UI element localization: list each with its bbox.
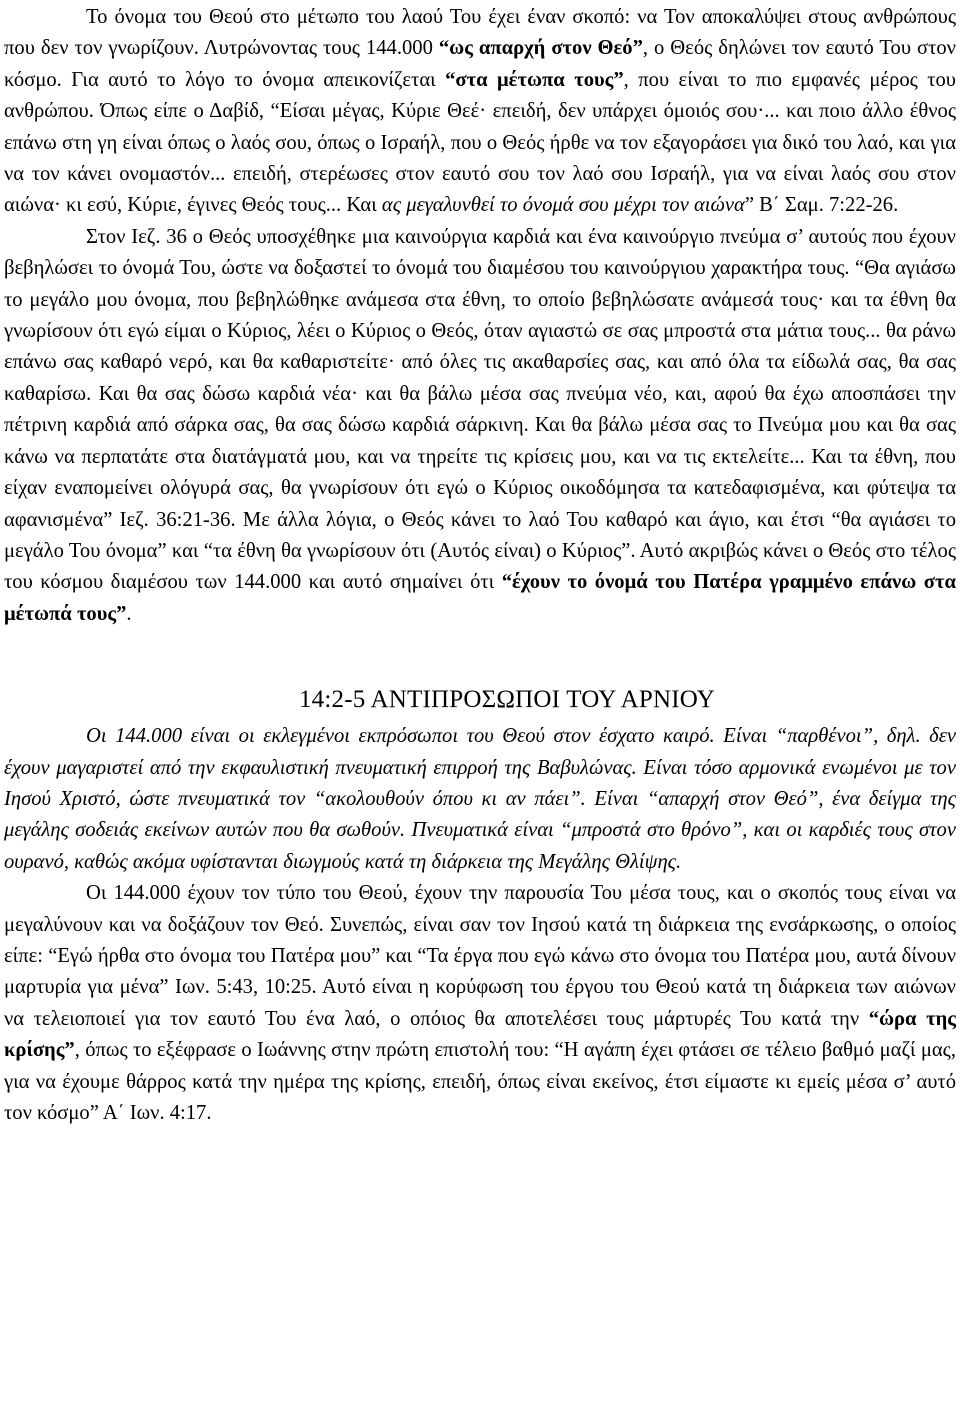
- text-run: , που είναι το πιο εμφανές μέρος του ανθρώπου. Όπως είπε ο Δαβίδ, “Είσαι μέγας, Κύριε Θεέ· επειδή, δεν υπάρχει όμοιός σου·... και ποιο άλλο έθνος επάνω στη γη είναι όπως ο λαός σου, όπως ο Ισραήλ, που ο Θεός ήρθε να τον εξαγοράσει για δικό του λαό, και για να τον κάνει ονομαστόν... επειδή, στερέωσες στον εαυτό σου τον λαό σου Ισραήλ, για να είναι λαός σου στον αιώνα· κι εσύ, Κύριε, έγινες Θεός τους... Και: [4, 68, 956, 217]
- bold-quote: “έχουν το όνομά του Πατέρα γραμμένο επάνω στα μέτωπά τους”: [4, 571, 956, 625]
- text-run: ” Β΄ Σαμ. 7:22-26.: [744, 194, 899, 217]
- italic-quote: ας μεγαλυνθεί το όνομά σου μέχρι τον αιώνα: [381, 194, 745, 217]
- paragraph-name-on-forehead: [4, 2, 956, 222]
- text-run: Στον Ιεζ. 36 ο Θεός υποσχέθηκε μια καινούργια καρδιά και ένα καινούργιο πνεύμα σ’ αυτούς που έχουν βεβηλώσει το όνομά Του, ώστε να δοξαστεί το όνομά του διαμέσου του καινούργιου χαρακτήρα τους. “Θα αγιάσω το μεγάλο μου όνομα, που βεβηλώθηκε ανάμεσα στα έθνη, το οποίο βεβηλώσατε ανάμεσά τους· και τα έθνη θα γνωρίσουν ότι εγώ είμαι ο Κύριος, λέει ο Κύριος ο Θεός, όταν αγιαστώ σε σας μπροστά στα μάτια τους... θα ράνω επάνω σας καθαρό νερό, και θα καθαριστείτε· από όλες τις ακαθαρσίες σας, και από όλα τα είδωλά σας, θα σας καθαρίσω. Και θα σας δώσω καρδιά νέα· και θα βάλω μέσα σας πνεύμα νέο, και, αφού θα έχω αποσπάσει την πέτρινη καρδιά από σάρκα σας, θα σας δώσω καρδιά σάρκινη. Και θα βάλω μέσα σας το Πνεύμα μου και θα σας κάνω να περπατάτε στα διατάγματά μου, και να τηρείτε τις κρίσεις μου, και να τις εκτελείτε... Και τα έθνη, που είχαν εναπομείνει ολόγυρά σας, θα γνωρίσουν ότι εγώ ο Κύριος οικοδόμησα τα κατεδαφισμένα, και φύτεψα τα αφανισμένα” Ιεζ. 36:21-36. Με άλλα λόγια, ο Θεός κάνει το λαό Του καθαρό και άγιο, και έτσι “θα αγιάσει το μεγάλο Του όνομα” και “τα έθνη θα γνωρίσουν ότι (Αυτός είναι) ο Κύριος”. Αυτό ακριβώς κάνει ο Θεός στο τέλος του κόσμου διαμέσου των 144.000 και αυτό σημαίνει ότι: [4, 225, 956, 594]
- bold-quote: “ώρα της κρίσης”: [4, 1007, 956, 1062]
- section-heading: 14:2-5 ΑΝΤΙΠΡΟΣΩΠΟΙ ΤΟΥ ΑΡΝΙΟΥ: [298, 686, 716, 714]
- text-run: , όπως το εξέφρασε ο Ιωάννης στην πρώτη επιστολή του: “Η αγάπη έχει φτάσει σε τέλειο βαθμό μαζί μας, για να έχουμε θάρρος κατά την ημέρα της κρίσης, επειδή, όπως είναι εκείνος, έτσι είμαστε κι εμείς μέσα σ’ αυτό τον κόσμο” Α΄ Ιων. 4:17.: [4, 1039, 956, 1124]
- bold-quote: “ως απαρχή στον Θεό”: [438, 37, 643, 60]
- text-run: Οι 144.000 έχουν τον τύπο του Θεού, έχουν την παρουσία Του μέσα τους, και ο σκοπός τους είναι να μεγαλύνουν και να δοξάζουν τον Θεό. Συνεπώς, είναι σαν τον Ιησού κατά τη διάρκεια της ενσάρκωσης, ο οποίος είπε: “Εγώ ήρθα στο όνομα του Πατέρα μου” και “Τα έργα που εγώ κάνω στο όνομα του Πατέρα μου, αυτά δίνουν μαρτυρία για μένα” Ιων. 5:43, 10:25. Αυτό είναι η κορύφωση του έργου του Θεού κατά τη διάρκεια των αιώνων να τελειοποιεί για τον εαυτό Του ένα λαό, ο οπόιος θα αποτελέσει τους μάρτυρές Του κατά την: [4, 882, 956, 1030]
- bold-quote: “στα μέτωπα τους”: [445, 68, 624, 91]
- text-run: Το όνομα του Θεού στο μέτωπο του λαού Του έχει έναν σκοπό: να Τον αποκαλύψει στους ανθρώπους που δεν τον γνωρίζουν. Λυτρώνοντας τους 144.000: [4, 6, 956, 60]
- paragraph-ezekiel-36: [4, 222, 956, 630]
- paragraph-representatives: Οι 144.000 είναι οι εκλεγμένοι εκπρόσωποι του Θεού στον έσχατο καιρό. Είναι “παρθένοι”, δηλ. δεν έχουν μαγαριστεί από την εκφαυλιστική πνευματική επιρροή της Βαβυλώνας. Είναι τόσο αρμονικά ενωμένοι με τον Ιησού Χριστό, ώστε πνευματικά τον “ακολουθούν όπου κι αν πάει”. Είναι “απαρχή στον Θεό”, ένα δείγμα της μεγάλης σοδειάς εκείνων αυτών που θα σωθούν. Πνευματικά είναι “μπροστά στο θρόνο”, και οι καρδιές τους στον ουρανό, καθώς ακόμα υφίστανται διωγμούς κατά τη διάρκεια της Μεγάλης Θλίψης.: [4, 725, 956, 873]
- section-spacer: [4, 630, 956, 682]
- text-run: , ο Θεός δηλώνει τον εαυτό Του στον κόσμο. Για αυτό το λόγο το όνομα απεικονίζεται: [4, 37, 956, 91]
- text-run: .: [126, 602, 132, 625]
- paragraph-144000-witnesses: [4, 878, 956, 1129]
